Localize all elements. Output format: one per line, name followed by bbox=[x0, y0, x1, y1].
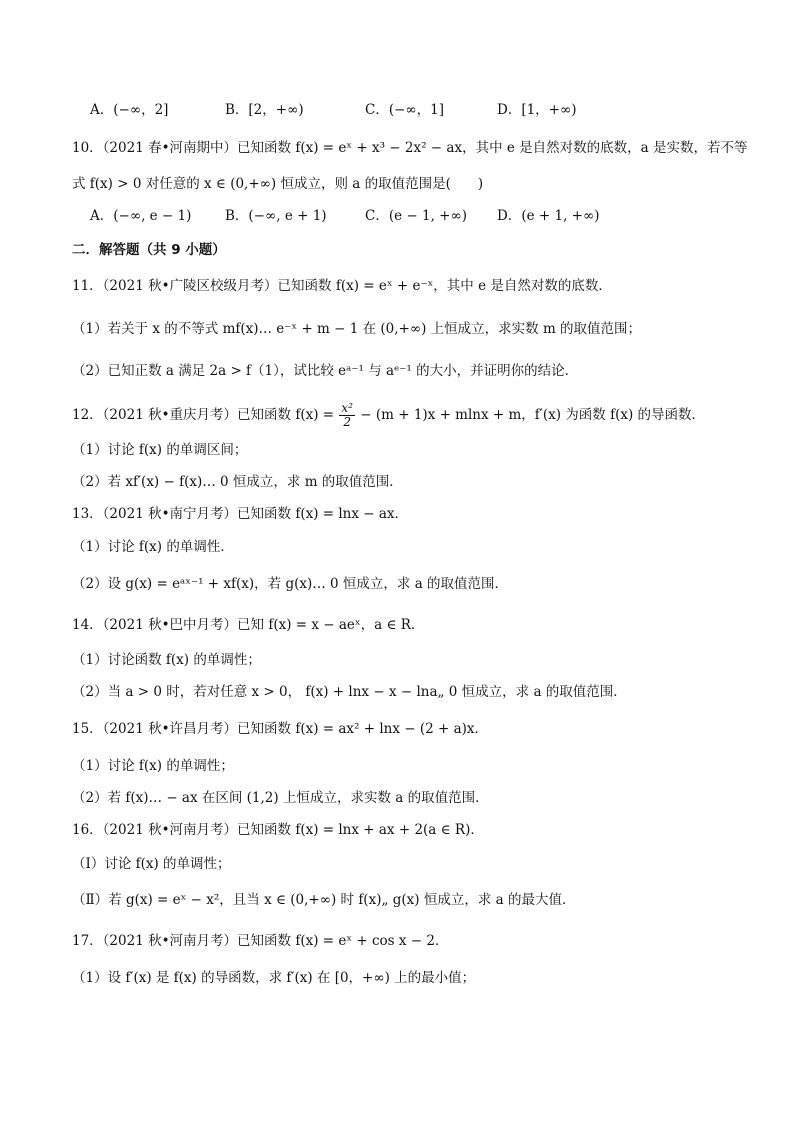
q10-option-d[interactable]: D．(e + 1, +∞) bbox=[497, 208, 600, 224]
q15-part1: （1）讨论 f(x) 的单调性； bbox=[72, 758, 234, 774]
q16-part2: （Ⅱ）若 g(x) = eˣ − x²，且当 x ∈ (0,+∞) 时 f(x)„ g(x) 恒成立，求 a 的最大值． bbox=[72, 892, 576, 908]
q10-option-b[interactable]: B．(−∞, e + 1) bbox=[225, 208, 327, 224]
q15-part2: （2）若 f(x)… − ax 在区间 (1,2) 上恒成立，求实数 a 的取值范围． bbox=[72, 790, 489, 806]
q12-part2: （2）若 xf′(x) − f(x)… 0 恒成立，求 m 的取值范围． bbox=[72, 474, 403, 490]
q9-option-c[interactable]: C．(−∞，1] bbox=[365, 102, 445, 118]
q10-option-a[interactable]: A．(−∞, e − 1) bbox=[90, 208, 192, 224]
q15-stem: 15．（2021 秋•许昌月考）已知函数 f(x) = ax² + lnx − (2 + a)x． bbox=[72, 721, 489, 737]
q14-part2: （2）当 a > 0 时，若对任意 x > 0， f(x) + lnx − x − lna„ 0 恒成立，求 a 的取值范围． bbox=[72, 684, 627, 700]
q16-part1: （Ⅰ）讨论 f(x) 的单调性； bbox=[72, 856, 231, 872]
q10-stem-line2: 式 f(x) > 0 对任意的 x ∈ (0,+∞) 恒成立，则 a 的取值范围是( ) bbox=[72, 176, 484, 192]
q10-stem-line1: 10．（2021 春•河南期中）已知函数 f(x) = eˣ + x³ − 2x² − ax，其中 e 是自然对数的底数，a 是实数，若不等 bbox=[72, 140, 748, 156]
q12-part1: （1）讨论 f(x) 的单调区间； bbox=[72, 442, 248, 458]
q14-stem: 14．（2021 秋•巴中月考）已知 f(x) = x − aeˣ，a ∈ R． bbox=[72, 617, 425, 633]
q11-stem: 11．（2021 秋•广陵区校级月考）已知函数 f(x) = eˣ + e⁻ˣ，其中 e 是自然对数的底数． bbox=[72, 278, 612, 294]
q11-part2: （2）已知正数 a 满足 2a > f（1），试比较 eᵃ⁻¹ 与 aᵉ⁻¹ 的大小，并证明你的结论． bbox=[72, 363, 579, 379]
q12-fraction-numerator: x² bbox=[341, 401, 353, 415]
q17-stem: 17．（2021 秋•河南月考）已知函数 f(x) = eˣ + cos x − 2． bbox=[72, 933, 449, 949]
q16-stem: 16．（2021 秋•河南月考）已知函数 f(x) = lnx + ax + 2(a ∈ R)． bbox=[72, 822, 484, 838]
section-title: 二．解答题（共 9 小题） bbox=[72, 242, 226, 258]
q11-part1: （1）若关于 x 的不等式 mf(x)… e⁻ˣ + m − 1 在 (0,+∞) 上恒成立，求实数 m 的取值范围； bbox=[72, 321, 642, 337]
q17-part1: （1）设 f′(x) 是 f(x) 的导函数，求 f′(x) 在 [0，+∞) 上的最小值； bbox=[72, 970, 476, 986]
q12-fraction bbox=[339, 402, 355, 429]
q12-stem-suffix: − (m + 1)x + mlnx + m，f′(x) 为函数 f(x) 的导函数． bbox=[360, 407, 706, 423]
q12-stem bbox=[72, 402, 705, 429]
q12-stem-prefix: 12．（2021 秋•重庆月考）已知函数 f(x) = bbox=[72, 407, 335, 423]
q10-option-c[interactable]: C．(e − 1, +∞) bbox=[365, 208, 467, 224]
q9-option-d[interactable]: D．[1，+∞) bbox=[497, 102, 577, 118]
q13-stem: 13．（2021 秋•南宁月考）已知函数 f(x) = lnx − ax． bbox=[72, 506, 409, 522]
q12-fraction-denominator: 2 bbox=[343, 415, 351, 429]
q9-option-b[interactable]: B．[2，+∞) bbox=[225, 102, 304, 118]
q14-part1: （1）讨论函数 f(x) 的单调性； bbox=[72, 652, 261, 668]
q9-option-a[interactable]: A．(−∞，2] bbox=[90, 102, 169, 118]
q13-part1: （1）讨论 f(x) 的单调性． bbox=[72, 539, 234, 555]
q13-part2: （2）设 g(x) = eᵃˣ⁻¹ + xf(x)，若 g(x)… 0 恒成立，求 a 的取值范围． bbox=[72, 576, 509, 592]
